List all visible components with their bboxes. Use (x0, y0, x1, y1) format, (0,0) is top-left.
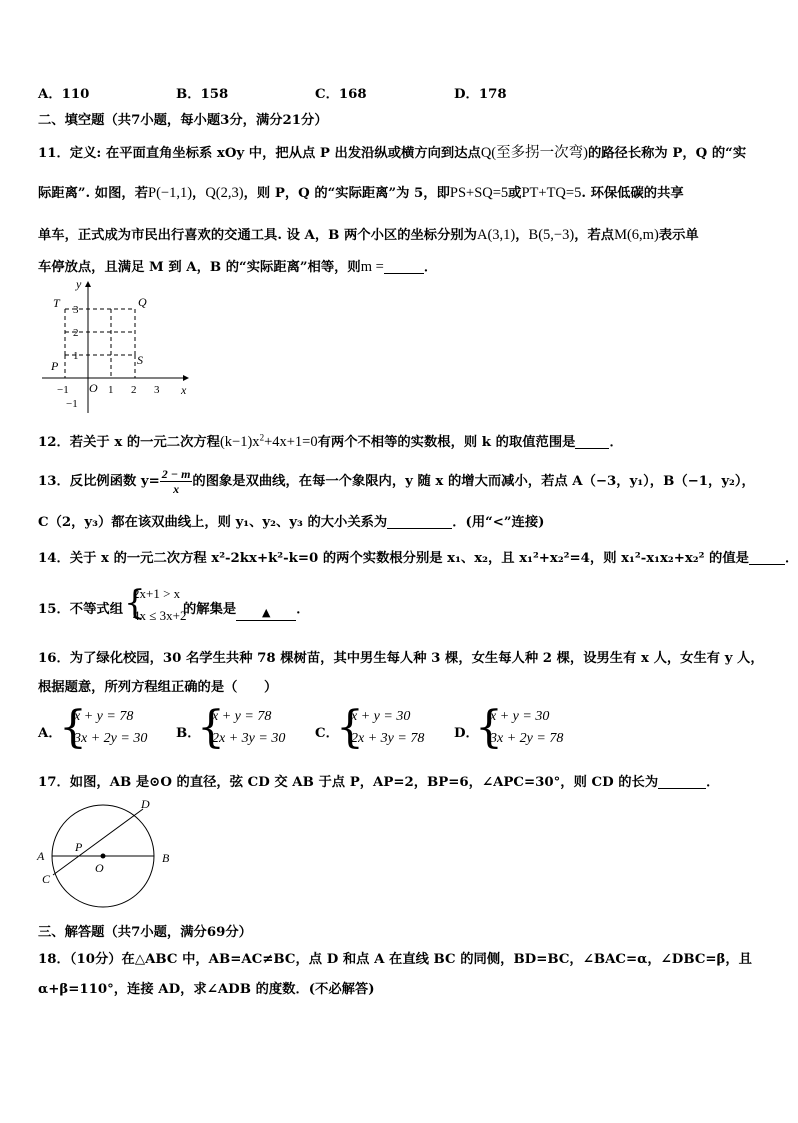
label-d: D (141, 797, 150, 811)
q12-line: 12．若关于 x 的一元二次方程$(k-1)x^2+4x+1=0$有两个不相等的实数根，则 k 的取值范围是 ． (38, 432, 623, 450)
q16-option-d: D． { x + y = 30 3x + 2y = 78 (454, 702, 564, 753)
q10-option-b: B．158 (176, 87, 229, 102)
q16-option-b: B． { x + y = 78 2x + 3y = 30 (176, 702, 286, 753)
q16-line-2: 根据题意，所列方程组正确的是（ ） (38, 680, 278, 695)
q17-circle-figure (35, 795, 185, 905)
q17-line: 17．如图，AB 是⊙O 的直径，弦 CD 交 AB 于点 P，AP=2，BP=6，∠APC=30°，则 CD 的长为 ． (38, 775, 720, 790)
label-p: P (75, 840, 83, 854)
label-b: B (162, 851, 170, 865)
answer-blank (749, 550, 785, 565)
y-tick-2: 2 (73, 327, 79, 339)
answer-blank (384, 259, 424, 274)
q14-line: 14．关于 x 的一元二次方程 x²-2kx+k²-k=0 的两个实数根分别是 x₁、x₂，且 x₁²+x₂²=4，则 x₁²-x₁x₂+x₂² 的值是 ． (38, 551, 798, 566)
q11-line-2: 际距离”. 如图，若P(−1,1)，Q(2,3)，则 P，Q 的“实际距离”为 5，即PS+SQ=5或PT+TQ=5. 环保低碳的共享 (38, 185, 684, 201)
y-axis-label: y (76, 277, 82, 291)
q13-line-1: 13．反比例函数 y= $\frac{2 - m}{x}$ 的图象是双曲线，在每一个象限内，y 随 x 的增大而减小，若点 A（−3，y₁），B（−1，y₂）， (38, 467, 755, 496)
answer-blank (387, 514, 452, 529)
triangle-mark: ▲ (261, 606, 271, 619)
q10-option-c: C．168 (315, 87, 367, 102)
x-axis-label: x (181, 383, 187, 397)
q16-option-c: C． { x + y = 30 2x + 3y = 78 (315, 702, 425, 753)
point-q-label: Q (138, 295, 147, 309)
x-tick-1: 1 (108, 384, 114, 396)
section-3-title: 三、解答题（共7小题，满分69分） (38, 925, 252, 940)
y-tick-1: 1 (73, 350, 79, 362)
q18-line-2: α+β=110°，连接 AD，求∠ADB 的度数．(不必解答) (38, 982, 375, 997)
answer-blank (236, 606, 296, 621)
fraction-2-m-over-x: $\frac{2 - m}{x}$ (161, 467, 191, 496)
x-tick-minus-1: −1 (57, 384, 69, 396)
answer-blank (658, 774, 706, 789)
answer-blank (575, 434, 609, 449)
q16-option-a: A． { x + y = 78 3x + 2y = 30 (38, 702, 148, 753)
q10-option-a: A．110 (38, 87, 90, 102)
q11-line-4: 车停放点，且满足 M 到 A，B 的“实际距离”相等，则m = ． (38, 259, 438, 275)
origin-label: O (89, 381, 98, 395)
section-2-title: 二、填空题（共7小题，每小题3分，满分21分） (38, 113, 328, 128)
x-tick-3: 3 (154, 384, 160, 396)
y-tick-3: 3 (73, 304, 79, 316)
center-point-o (101, 854, 106, 859)
q13-line-2: C（2，y₃）都在该双曲线上，则 y₁、y₂、y₃ 的大小关系为 ．(用“<”连接) (38, 515, 545, 530)
point-s-label: S (137, 353, 143, 367)
q18-line-1: 18．（10分）在△ABC 中，AB=AC≠BC，点 D 和点 A 在直线 BC 的同侧，BD=BC，∠BAC=α，∠DBC=β，且 (38, 952, 752, 967)
q11-line-1: 11．定义: 在平面直角坐标系 xOy 中，把从点 P 出发沿纵或横方向到达点Q(至多拐一次弯)的路径长称为 P，Q 的“实 (38, 145, 747, 161)
y-tick-minus-1: −1 (66, 398, 78, 410)
label-o: O (95, 861, 104, 875)
point-p-label: P (51, 359, 59, 373)
label-a: A (37, 849, 45, 863)
label-c: C (42, 872, 51, 886)
x-tick-2: 2 (131, 384, 137, 396)
q15-inequality-system: { 2x+1 > x 4x ≤ 3x+2 (124, 583, 187, 623)
q16-line-1: 16．为了绿化校园，30 名学生共种 78 棵树苗，其中男生每人种 3 棵，女生每人种 2 棵，设男生有 x 人，女生有 y 人， (38, 651, 764, 666)
q15-line: 15．不等式组 的解集是 ▲ ． (38, 602, 310, 619)
q11-coordinate-graph (38, 277, 198, 415)
q11-line-3: 单车，正式成为市民出行喜欢的交通工具. 设 A，B 两个小区的坐标分别为A(3,1)，B(5,−3)，若点M(6,m)表示单 (38, 227, 699, 243)
point-t-label: T (53, 296, 60, 310)
q10-option-d: D．178 (454, 87, 507, 102)
